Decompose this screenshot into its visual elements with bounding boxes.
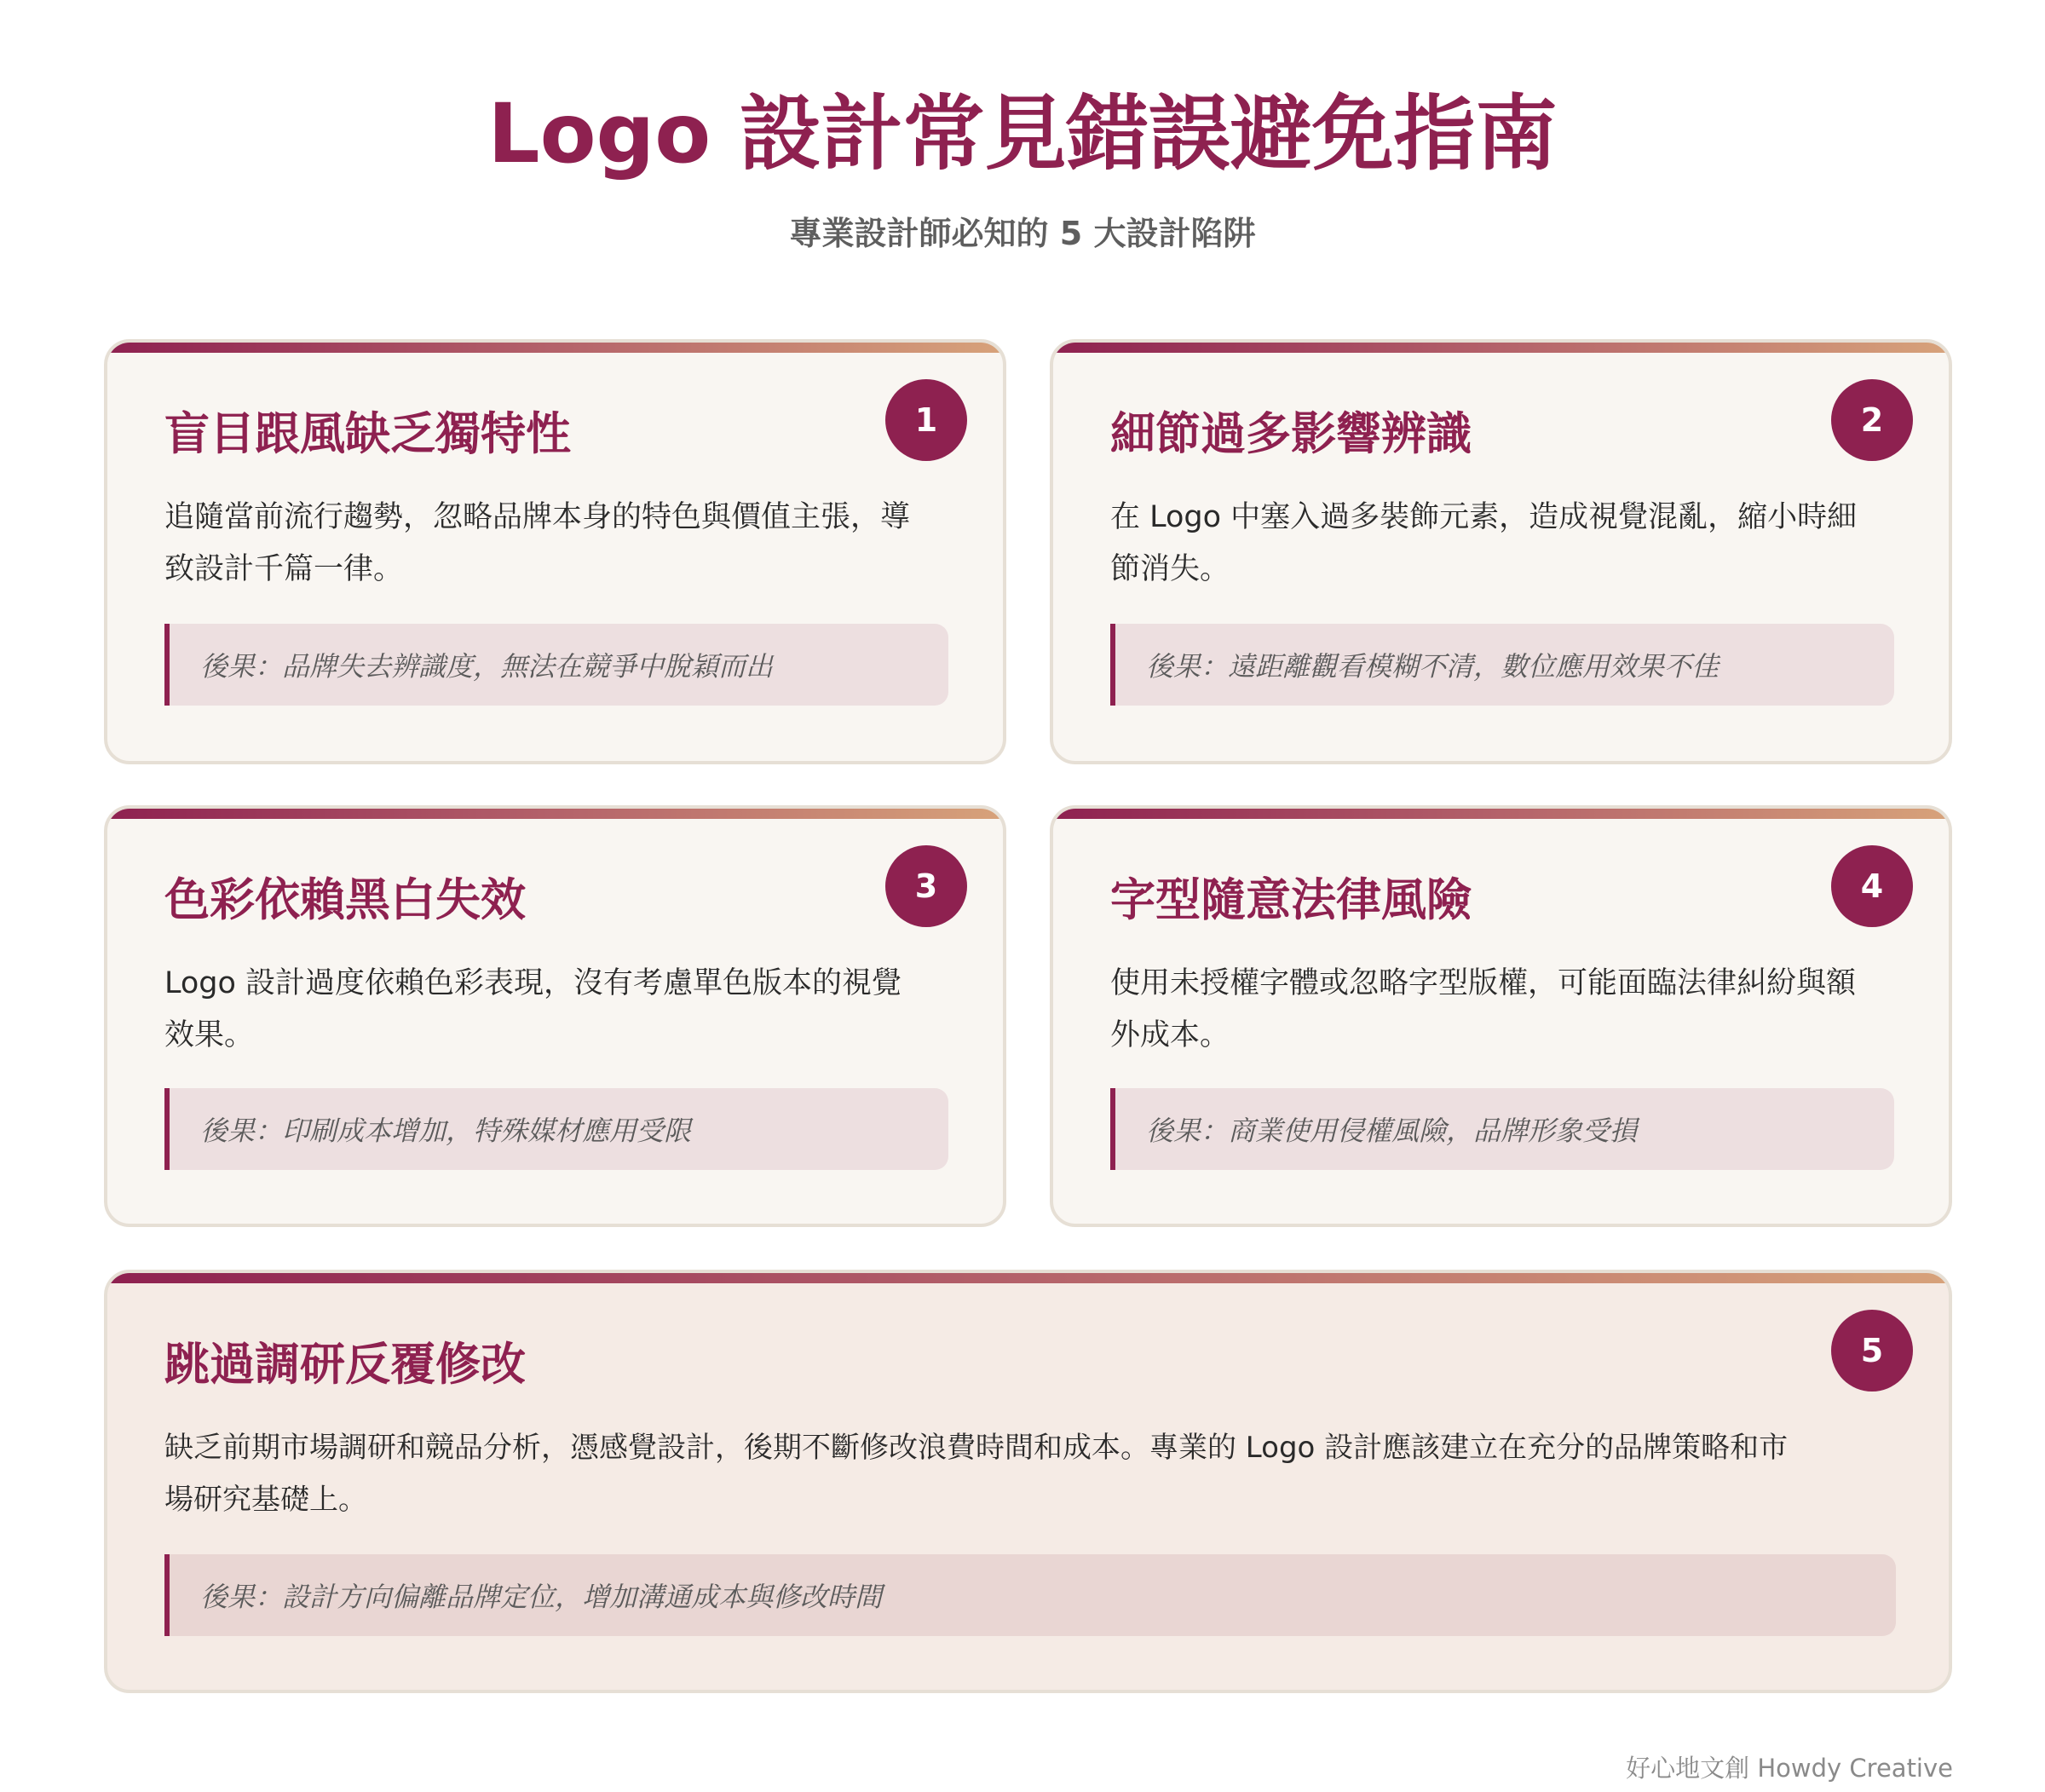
consequence-box: 後果：品牌失去辨識度，無法在競爭中脫穎而出: [164, 624, 948, 706]
number-badge: 2: [1831, 379, 1913, 461]
number-badge: 1: [885, 379, 967, 461]
footer-credit: 好心地文創 Howdy Creative: [1626, 1754, 1953, 1783]
number-badge: 5: [1831, 1310, 1913, 1392]
mistake-card-4: [1050, 805, 1952, 1227]
card-description: [164, 1422, 1788, 1526]
card-description: [164, 958, 902, 1062]
number-badge: 3: [885, 845, 967, 927]
card-title: 細節過多影響辨識: [1110, 408, 1472, 460]
mistake-card-1: [104, 339, 1006, 764]
card-description: [164, 492, 910, 596]
page-title: Logo 設計常見錯誤避免指南: [487, 86, 1558, 182]
description-line: 效果。: [164, 1018, 255, 1052]
card-accent-bar: [107, 809, 1003, 819]
card-accent-bar: [1053, 343, 1949, 353]
description-line: 致設計千篇一律。: [164, 552, 404, 586]
card-title: 跳過調研反覆修改: [164, 1339, 526, 1391]
description-line: Logo 設計過度依賴色彩表現，沒有考慮單色版本的視覺: [164, 966, 902, 1000]
card-accent-bar: [1053, 809, 1949, 819]
description-line: 場研究基礎上。: [164, 1483, 367, 1517]
description-line: 節消失。: [1110, 552, 1230, 586]
description-line: 使用未授權字體或忽略字型版權，可能面臨法律糾紛與額: [1110, 966, 1857, 1000]
mistake-card-5: [104, 1270, 1952, 1693]
card-title: 盲目跟風缺乏獨特性: [164, 408, 571, 460]
card-accent-bar: [107, 343, 1003, 353]
mistake-card-3: [104, 805, 1006, 1227]
consequence-box: 後果：設計方向偏離品牌定位，增加溝通成本與修改時間: [164, 1554, 1896, 1636]
mistake-card-2: [1050, 339, 1952, 764]
consequence-box: 後果：遠距離觀看模糊不清，數位應用效果不佳: [1110, 624, 1894, 706]
card-description: [1110, 958, 1856, 1062]
consequence-box: 後果：印刷成本增加，特殊媒材應用受限: [164, 1088, 948, 1170]
card-title: 色彩依賴黑白失效: [164, 874, 526, 926]
description-line: 追隨當前流行趨勢，忽略品牌本身的特色與價值主張，導: [164, 500, 911, 534]
card-title: 字型隨意法律風險: [1110, 874, 1472, 926]
description-line: 在 Logo 中塞入過多裝飾元素，造成視覺混亂，縮小時細: [1110, 500, 1858, 534]
description-line: 外成本。: [1110, 1018, 1230, 1052]
number-badge: 4: [1831, 845, 1913, 927]
consequence-box: 後果：商業使用侵權風險，品牌形象受損: [1110, 1088, 1894, 1170]
card-description: [1110, 492, 1857, 596]
description-line: 缺乏前期市場調研和競品分析，憑感覺設計，後期不斷修改浪費時間和成本。專業的 Logo 設計應該建立在充分的品牌策略和市: [164, 1431, 1789, 1465]
page-subtitle: 專業設計師必知的 5 大設計陷阱: [789, 215, 1256, 252]
card-accent-bar: [107, 1273, 1949, 1283]
